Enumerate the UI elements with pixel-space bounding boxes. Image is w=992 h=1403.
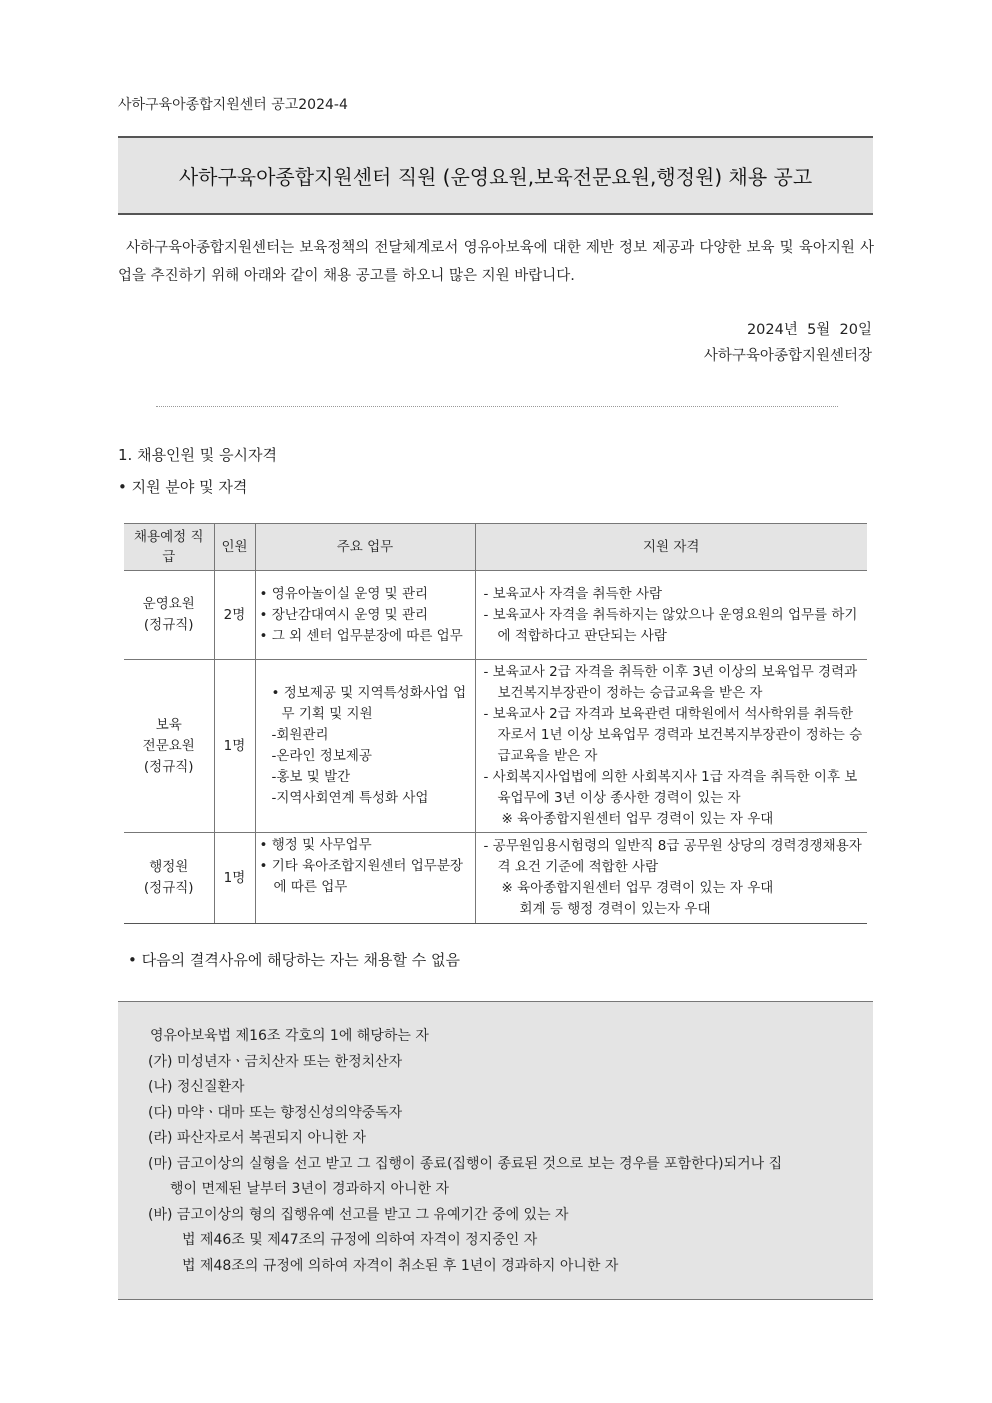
employment-type: (정규직)	[143, 617, 194, 633]
qualifications-cell	[475, 833, 867, 924]
disqualification-line: (나) 정신질환자	[148, 1079, 245, 1095]
qualification-note: ※ 육아종합지원센터 업무 경력이 있는 자 우대	[501, 811, 774, 827]
duty-subitem: -홍보 및 발간	[271, 769, 351, 785]
position-cell	[124, 571, 214, 660]
qualification-item: - 사회복지사업법에 의한 사회복지사 1급 자격을 취득한 이후 보육업무에 3년 이상 종사한 경력이 있는 자	[483, 769, 858, 806]
section-subheading: • 지원 분야 및 자격	[118, 478, 248, 496]
qualification-note: ※ 육아종합지원센터 업무 경력이 있는 자 우대	[501, 880, 774, 896]
disqualification-line: 행이 면제된 날부터 3년이 경과하지 아니한 자	[170, 1181, 450, 1197]
duty-subitem: -지역사회연계 특성화 사업	[271, 790, 429, 806]
duty-subitem: -온라인 정보제공	[271, 748, 372, 764]
header-qualifications: 지원 자격	[475, 524, 867, 571]
duty-item: • 장난감대여시 운영 및 관리	[259, 606, 429, 623]
position-cell	[124, 660, 214, 833]
disqualification-line: (마) 금고이상의 실형을 선고 받고 그 집행이 종료(집행이 종료된 것으로 보는 경우를 포함한다)되거나 집	[148, 1155, 783, 1172]
disqualification-line: (다) 마약ㆍ대마 또는 향정신성의약중독자	[148, 1104, 403, 1121]
disqualification-list	[150, 1024, 782, 1279]
duty-item: • 그 외 센터 업무분장에 따른 업무	[259, 627, 463, 644]
duty-item: • 영유아놀이실 운영 및 관리	[259, 585, 429, 602]
disqualification-line: (라) 파산자로서 복권되지 아니한 자	[148, 1130, 367, 1146]
qualifications-cell	[475, 660, 867, 833]
position-cell	[124, 833, 214, 924]
announcement-date: 2024년 5월 20일	[746, 322, 872, 338]
section-heading: 1. 채용인원 및 응시자격	[118, 446, 278, 464]
position-name: 보육	[155, 716, 182, 733]
position-name: 운영요원	[142, 596, 195, 612]
table-row	[124, 833, 867, 924]
qualification-item: - 보육교사 2급 자격을 취득한 이후 3년 이상의 보육업무 경력과 보건복지부장관이 정하는 승급교육을 받은 자	[483, 664, 858, 701]
duty-item: • 행정 및 사무업무	[259, 837, 372, 853]
count-cell: 2명	[214, 571, 255, 660]
employment-type: (정규직)	[143, 758, 194, 775]
table-header-row	[124, 524, 867, 571]
document-number: 사하구육아종합지원센터 공고2024-4	[118, 97, 348, 113]
page-title	[118, 136, 873, 215]
duty-item: • 기타 육아조합지원센터 업무분장에 따른 업무	[259, 858, 463, 895]
page-title-text: 사하구육아종합지원센터 직원 (운영요원,보육전문요원,행정원) 채용 공고	[178, 165, 813, 189]
employment-type: (정규직)	[143, 880, 194, 896]
disqualification-line: (바) 금고이상의 형의 집행유예 선고를 받고 그 유예기간 중에 있는 자	[148, 1206, 569, 1223]
table-row	[124, 660, 867, 833]
count-cell: 1명	[214, 660, 255, 833]
position-name: 행정원	[149, 859, 189, 875]
qualification-item: - 보육교사 자격을 취득한 사람	[483, 585, 663, 602]
header-position: 채용예정 직급	[124, 524, 214, 571]
qualification-item: - 공무원임용시험령의 일반직 8급 공무원 상당의 경력경쟁채용자격 요건 기준에 적합한 사람	[483, 838, 862, 875]
position-name: 전문요원	[142, 737, 195, 754]
duties-cell	[255, 833, 475, 924]
disqualification-line: 영유아보육법 제16조 각호의 1에 해당하는 자	[150, 1028, 429, 1044]
disqualification-line: (가) 미성년자ㆍ금치산자 또는 한정치산자	[148, 1053, 403, 1070]
divider	[156, 406, 838, 407]
duty-item: • 정보제공 및 지역특성화사업 업무 기획 및 지원	[271, 685, 467, 722]
table-row	[124, 571, 867, 660]
qualification-item: - 보육교사 자격을 취득하지는 않았으나 운영요원의 업무를 하기에 적합하다고 판단되는 사람	[483, 606, 858, 644]
qualifications-cell	[475, 571, 867, 660]
signer: 사하구육아종합지원센터장	[703, 348, 872, 364]
duties-cell	[255, 660, 475, 833]
disqualification-line: 법 제46조 및 제47조의 규정에 의하여 자격이 정지중인 자	[182, 1232, 538, 1248]
intro-paragraph: 사하구육아종합지원센터는 보육정책의 전달체계로서 영유아보육에 대한 제반 정보 제공과 다양한 보육 및 육아지원 사업을 추진하기 위해 아래와 같이 채용 공고를 하오니 많은 지원 바랍니다.	[118, 240, 874, 284]
qualification-note: 회계 등 행정 경력이 있는자 우대	[519, 901, 711, 917]
disqualification-line: 법 제48조의 규정에 의하여 자격이 취소된 후 1년이 경과하지 아니한 자	[182, 1257, 619, 1274]
count-cell: 1명	[214, 833, 255, 924]
qualification-item: - 보육교사 2급 자격과 보육관련 대학원에서 석사학위를 취득한 자로서 1년 이상 보육업무 경력과 보건복지부장관이 정하는 승급교육을 받은 자	[483, 706, 863, 764]
disqualification-box	[118, 1001, 873, 1300]
duties-cell	[255, 571, 475, 660]
requirements-table	[124, 523, 867, 924]
header-duties: 주요 업무	[255, 524, 475, 571]
header-count: 인원	[214, 524, 255, 571]
duty-subitem: -회원관리	[271, 727, 329, 743]
disqualification-heading: • 다음의 결격사유에 해당하는 자는 채용할 수 없음	[128, 951, 461, 969]
